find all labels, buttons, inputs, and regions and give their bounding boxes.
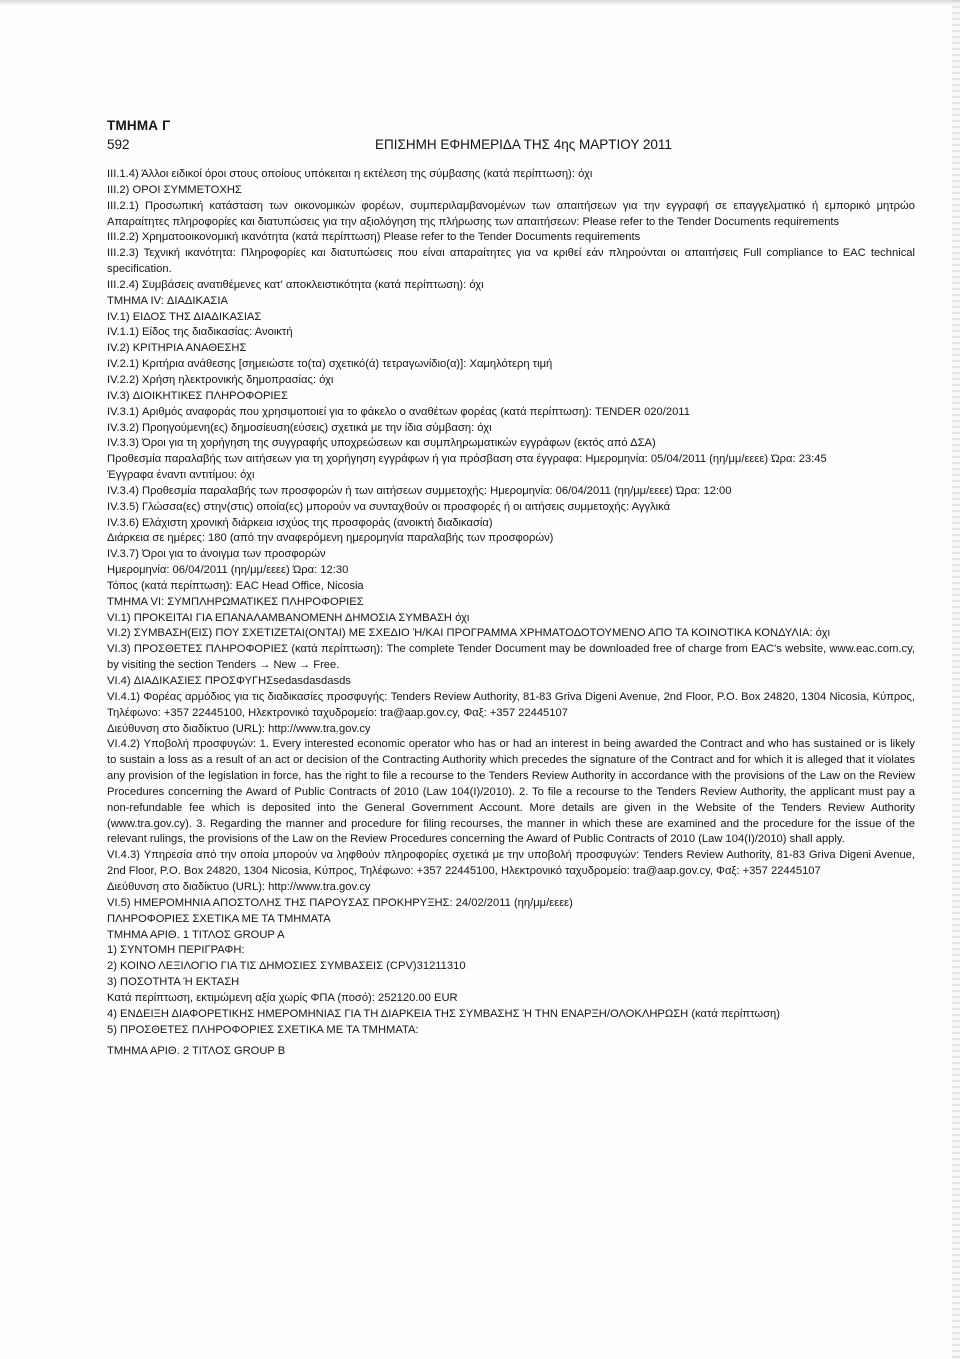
line-iv-3-2: IV.3.2) Προηγούμενη(ες) δημοσίευση(εύσεις) σχετικά με την ίδια σύμβαση: όχι [107, 421, 492, 434]
line-documents-fee: Έγγραφα έναντι αντιτίμου: όχι [107, 469, 255, 482]
line-vi-2: VI.2) ΣΥΜΒΑΣΗ(ΕΙΣ) ΠΟΥ ΣΧΕΤΙΖΕΤΑΙ(ΟΝΤΑΙ) ΜΕ ΣΧΕΔΙΟ Ή/ΚΑΙ ΠΡΟΓΡΑΜΜΑ ΧΡΗΜΑΤΟΔΟΤΟΥΜΕΝΟ ΑΠΟ ΤΑ ΚΟΙΝΟΤΙΚΑ ΚΟΝΔΥΛΙΑ: όχι [107, 627, 830, 640]
line-lot-2-title: ΤΜΗΜΑ ΑΡΙΘ. 2 ΤΙΤΛΟΣ GROUP B [107, 1045, 286, 1058]
line-iv-3-6: IV.3.6) Ελάχιστη χρονική διάρκεια ισχύος της προσφοράς (ανοικτή διαδικασία) [107, 516, 493, 529]
line-iv-3-5: IV.3.5) Γλώσσα(ες) στην(στις) οποία(ες) μπορούν να συνταχθούν οι προσφορές ή οι αιτήσεις συμμετοχής: Αγγλικά [107, 500, 671, 513]
line-vi-4: VI.4) ΔΙΑΔΙΚΑΣΙΕΣ ΠΡΟΣΦΥΓΗΣsedasdasdasds [107, 675, 351, 687]
line-vi-4-2: VI.4.2) Υποβολή προσφυγών: 1. Every interested economic operator who has or had an interest in being awarded the Contract and who has sustained or is likely to sustain a loss as a result of an act or decision of the Contracting Authority which precedes the signature of the Contract and for which it is alleged that it violates any provision of the legislation in force, has the right to file a recourse to the Tenders Review Authority in accordance with the provisions of the Law on the Review Procedures concerning the Award of Public Contracts of 2010 (Law 104(I)/2010). 2. To file a recourse to the Tenders Review Authority, the applicant must pay a non-refundable fee which is deposited into the General Government Account. More details are given in the Website of the Tenders Review Authority (www.tra.gov.cy). 3. Regarding the manner and procedure for filing recourses, the manner in which these are examined and the procedure for the issue of the relevant rulings, the provisions of the Law on the Review Procedures concerning the Award of Public Contracts of 2010 (Law 104(I)/2010) shall apply. [107, 738, 915, 846]
page-number: 592 [107, 137, 130, 152]
line-url-2: Διεύθυνση στο διαδίκτυο (URL): http://www.tra.gov.cy [107, 880, 371, 893]
line-iii-2: ΙΙΙ.2) ΟΡΟΙ ΣΥΜΜΕΤΟΧΗΣ [107, 183, 242, 196]
line-url-1: Διεύθυνση στο διαδίκτυο (URL): http://www.tra.gov.cy [107, 722, 371, 735]
heading-section-vi: ΤΜΗΜΑ VI: ΣΥΜΠΛΗΡΩΜΑΤΙΚΕΣ ΠΛΗΡΟΦΟΡΙΕΣ [107, 595, 364, 608]
line-iii-1-4: ΙΙΙ.1.4) Άλλοι ειδικοί όροι στους οποίους υπόκειται η εκτέλεση της σύμβασης (κατά περίπτωση): όχι [107, 168, 593, 180]
line-vi-5: VI.5) ΗΜΕΡΟΜΗΝΙΑ ΑΠΟΣΤΟΛΗΣ ΤΗΣ ΠΑΡΟΥΣΑΣ ΠΡΟΚΗΡΥΞΗΣ: 24/02/2011 (ηη/μμ/εεεε) [107, 896, 573, 909]
line-iii-2-4: ΙΙΙ.2.4) Συμβάσεις ανατιθέμενες κατ' αποκλειστικότητα (κατά περίπτωση): όχι [107, 278, 484, 291]
line-lot-1-value: Κατά περίπτωση, εκτιμώμενη αξία χωρίς ΦΠΑ (ποσό): 252120.00 EUR [107, 991, 458, 1004]
scan-edge-right [952, 0, 960, 1359]
notice-body [107, 167, 915, 1060]
line-iv-2-1: IV.2.1) Κριτήρια ανάθεσης [σημειώστε το(τα) σχετικό(ά) τετραγωνίδιο(α)]: Χαμηλότερη τιμή [107, 358, 553, 371]
line-iv-3-4: IV.3.4) Προθεσμία παραλαβής των προσφορών ή των αιτήσεων συμμετοχής: Ημερομηνία: 06/04/2011 (ηη/μμ/εεεε) Ώρα: 12:00 [107, 484, 732, 497]
line-lot-1-cpv: 2) ΚΟΙΝΟ ΛΕΞΙΛΟΓΙΟ ΓΙΑ ΤΙΣ ΔΗΜΟΣΙΕΣ ΣΥΜΒΑΣΕΙΣ (CPV)31211310 [107, 960, 466, 973]
heading-lots-info: ΠΛΗΡΟΦΟΡΙΕΣ ΣΧΕΤΙΚΑ ΜΕ ΤΑ ΤΜΗΜΑΤΑ [107, 912, 331, 925]
running-header: ΕΠΙΣΗΜΗ ΕΦΗΜΕΡΙΔΑ ΤΗΣ 4ης ΜΑΡΤΙΟΥ 2011 [375, 137, 672, 152]
line-document-deadline: Προθεσμία παραλαβής των αιτήσεων για τη χορήγηση εγγράφων ή για πρόσβαση στα έγγραφα: Ημερομηνία: 05/04/2011 (ηη/μμ/εεεε) Ώρα: 23:45 [107, 453, 827, 466]
line-iv-3-1: IV.3.1) Αριθμός αναφοράς που χρησιμοποιεί για το φάκελο ο αναθέτων φορέας (κατά περίπτωση): TENDER 020/2011 [107, 405, 690, 418]
line-lot-1-description: 1) ΣΥΝΤΟΜΗ ΠΕΡΙΓΡΑΦΗ: [107, 944, 245, 957]
line-vi-1: VI.1) ΠΡΟΚΕΙΤΑΙ ΓΙΑ ΕΠΑΝΑΛΑΜΒΑΝΟΜΕΝΗ ΔΗΜΟΣΙΑ ΣΥΜΒΑΣΗ όχι [107, 611, 470, 624]
scan-edge-top [0, 0, 960, 6]
line-opening-date: Ημερομηνία: 06/04/2011 (ηη/μμ/εεεε) Ώρα: 12:30 [107, 564, 349, 577]
line-lot-1-title: ΤΜΗΜΑ ΑΡΙΘ. 1 ΤΙΤΛΟΣ GROUP A [107, 928, 285, 941]
line-lot-1-additional: 5) ΠΡΟΣΘΕΤΕΣ ΠΛΗΡΟΦΟΡΙΕΣ ΣΧΕΤΙΚΑ ΜΕ ΤΑ ΤΜΗΜΑΤΑ: [107, 1023, 419, 1036]
line-vi-4-1: VI.4.1) Φορέας αρμόδιος για τις διαδικασίες προσφυγής: Tenders Review Authority, 81-83 Griva Digeni Avenue, 2nd Floor, P.O. Box 24820, 1304 Nicosia, Κύπρος, Τηλέφωνο: +357 22445100, Ηλεκτρονικό ταχυδρομείο: tra@aap.gov.cy, Φαξ: +357 22445107 [107, 690, 915, 719]
heading-section-iv: ΤΜΗΜΑ IV: ΔΙΑΔΙΚΑΣΙΑ [107, 294, 228, 307]
line-iii-2-1: ΙΙΙ.2.1) Προσωπική κατάσταση των οικονομικών φορέων, συμπεριλαμβανομένων των απαιτήσεων για την εγγραφή σε επαγγελματικό ή εμπορικό μητρώο Απαραίτητες πληροφορίες και διατυπώσεις για την αξιολόγηση της πλήρωσης των απαιτήσεων: Please refer to the Tender Documents requirements [107, 199, 915, 228]
line-iii-2-2: ΙΙΙ.2.2) Χρηματοοικονομική ικανότητα (κατά περίπτωση) Please refer to the Tender Documents requirements [107, 231, 641, 244]
line-lot-1-quantity: 3) ΠΟΣΟΤΗΤΑ Ή ΕΚΤΑΣΗ [107, 976, 240, 989]
line-iv-1: IV.1) ΕΙΔΟΣ ΤΗΣ ΔΙΑΔΙΚΑΣΙΑΣ [107, 310, 262, 323]
line-vi-4-3: VI.4.3) Υπηρεσία από την οποία μπορούν να ληφθούν πληροφορίες σχετικά με την υποβολή προσφυγών: Tenders Review Authority, 81-83 Griva Digeni Avenue, 2nd Floor, P.O. Box 24820, 1304 Nicosia, Κύπρος, Τηλέφωνο: +357 22445100, Ηλεκτρονικό ταχυδρομείο: tra@aap.gov.cy, Φαξ: +357 22445107 [107, 849, 915, 878]
line-iv-2-2: IV.2.2) Χρήση ηλεκτρονικής δημοπρασίας: όχι [107, 373, 334, 386]
line-iv-3: IV.3) ΔΙΟΙΚΗΤΙΚΕΣ ΠΛΗΡΟΦΟΡΙΕΣ [107, 389, 288, 402]
line-iii-2-3: ΙΙΙ.2.3) Τεχνική ικανότητα: Πληροφορίες και διατυπώσεις που είναι απαραίτητες για να κριθεί εάν πληρούνται οι απαιτήσεις Full compliance to EAC technical specification. [107, 247, 915, 276]
line-iv-1-1: IV.1.1) Είδος της διαδικασίας: Ανοικτή [107, 326, 293, 339]
line-duration: Διάρκεια σε ημέρες: 180 (από την αναφερόμενη ημερομηνία παραλαβής των προσφορών) [107, 532, 554, 545]
line-lot-1-duration: 4) ΕΝΔΕΙΞΗ ΔΙΑΦΟΡΕΤΙΚΗΣ ΗΜΕΡΟΜΗΝΙΑΣ ΓΙΑ ΤΗ ΔΙΑΡΚΕΙΑ ΤΗΣ ΣΥΜΒΑΣΗΣ Ή ΤΗΝ ΕΝΑΡΞΗ/ΟΛΟΚΛΗΡΩΣΗ (κατά περίπτωση) [107, 1007, 780, 1020]
line-opening-place: Τόπος (κατά περίπτωση): EAC Head Office, Nicosia [107, 579, 364, 592]
section-title: ΤΜΗΜΑ Γ [107, 118, 171, 133]
line-vi-3: VI.3) ΠΡΟΣΘΕΤΕΣ ΠΛΗΡΟΦΟΡΙΕΣ (κατά περίπτωση): The complete Tender Document may be downloaded free of charge from EAC's website, www.eac.com.cy, by visiting the section Tenders → New → Free. [107, 643, 915, 672]
line-iv-2: IV.2) ΚΡΙΤΗΡΙΑ ΑΝΑΘΕΣΗΣ [107, 342, 247, 355]
line-iv-3-7: IV.3.7) Όροι για το άνοιγμα των προσφορών [107, 548, 326, 561]
line-iv-3-3: IV.3.3) Όροι για τη χορήγηση της συγγραφής υποχρεώσεων και συμπληρωματικών εγγράφων (εκτός από ΔΣΑ) [107, 437, 656, 450]
